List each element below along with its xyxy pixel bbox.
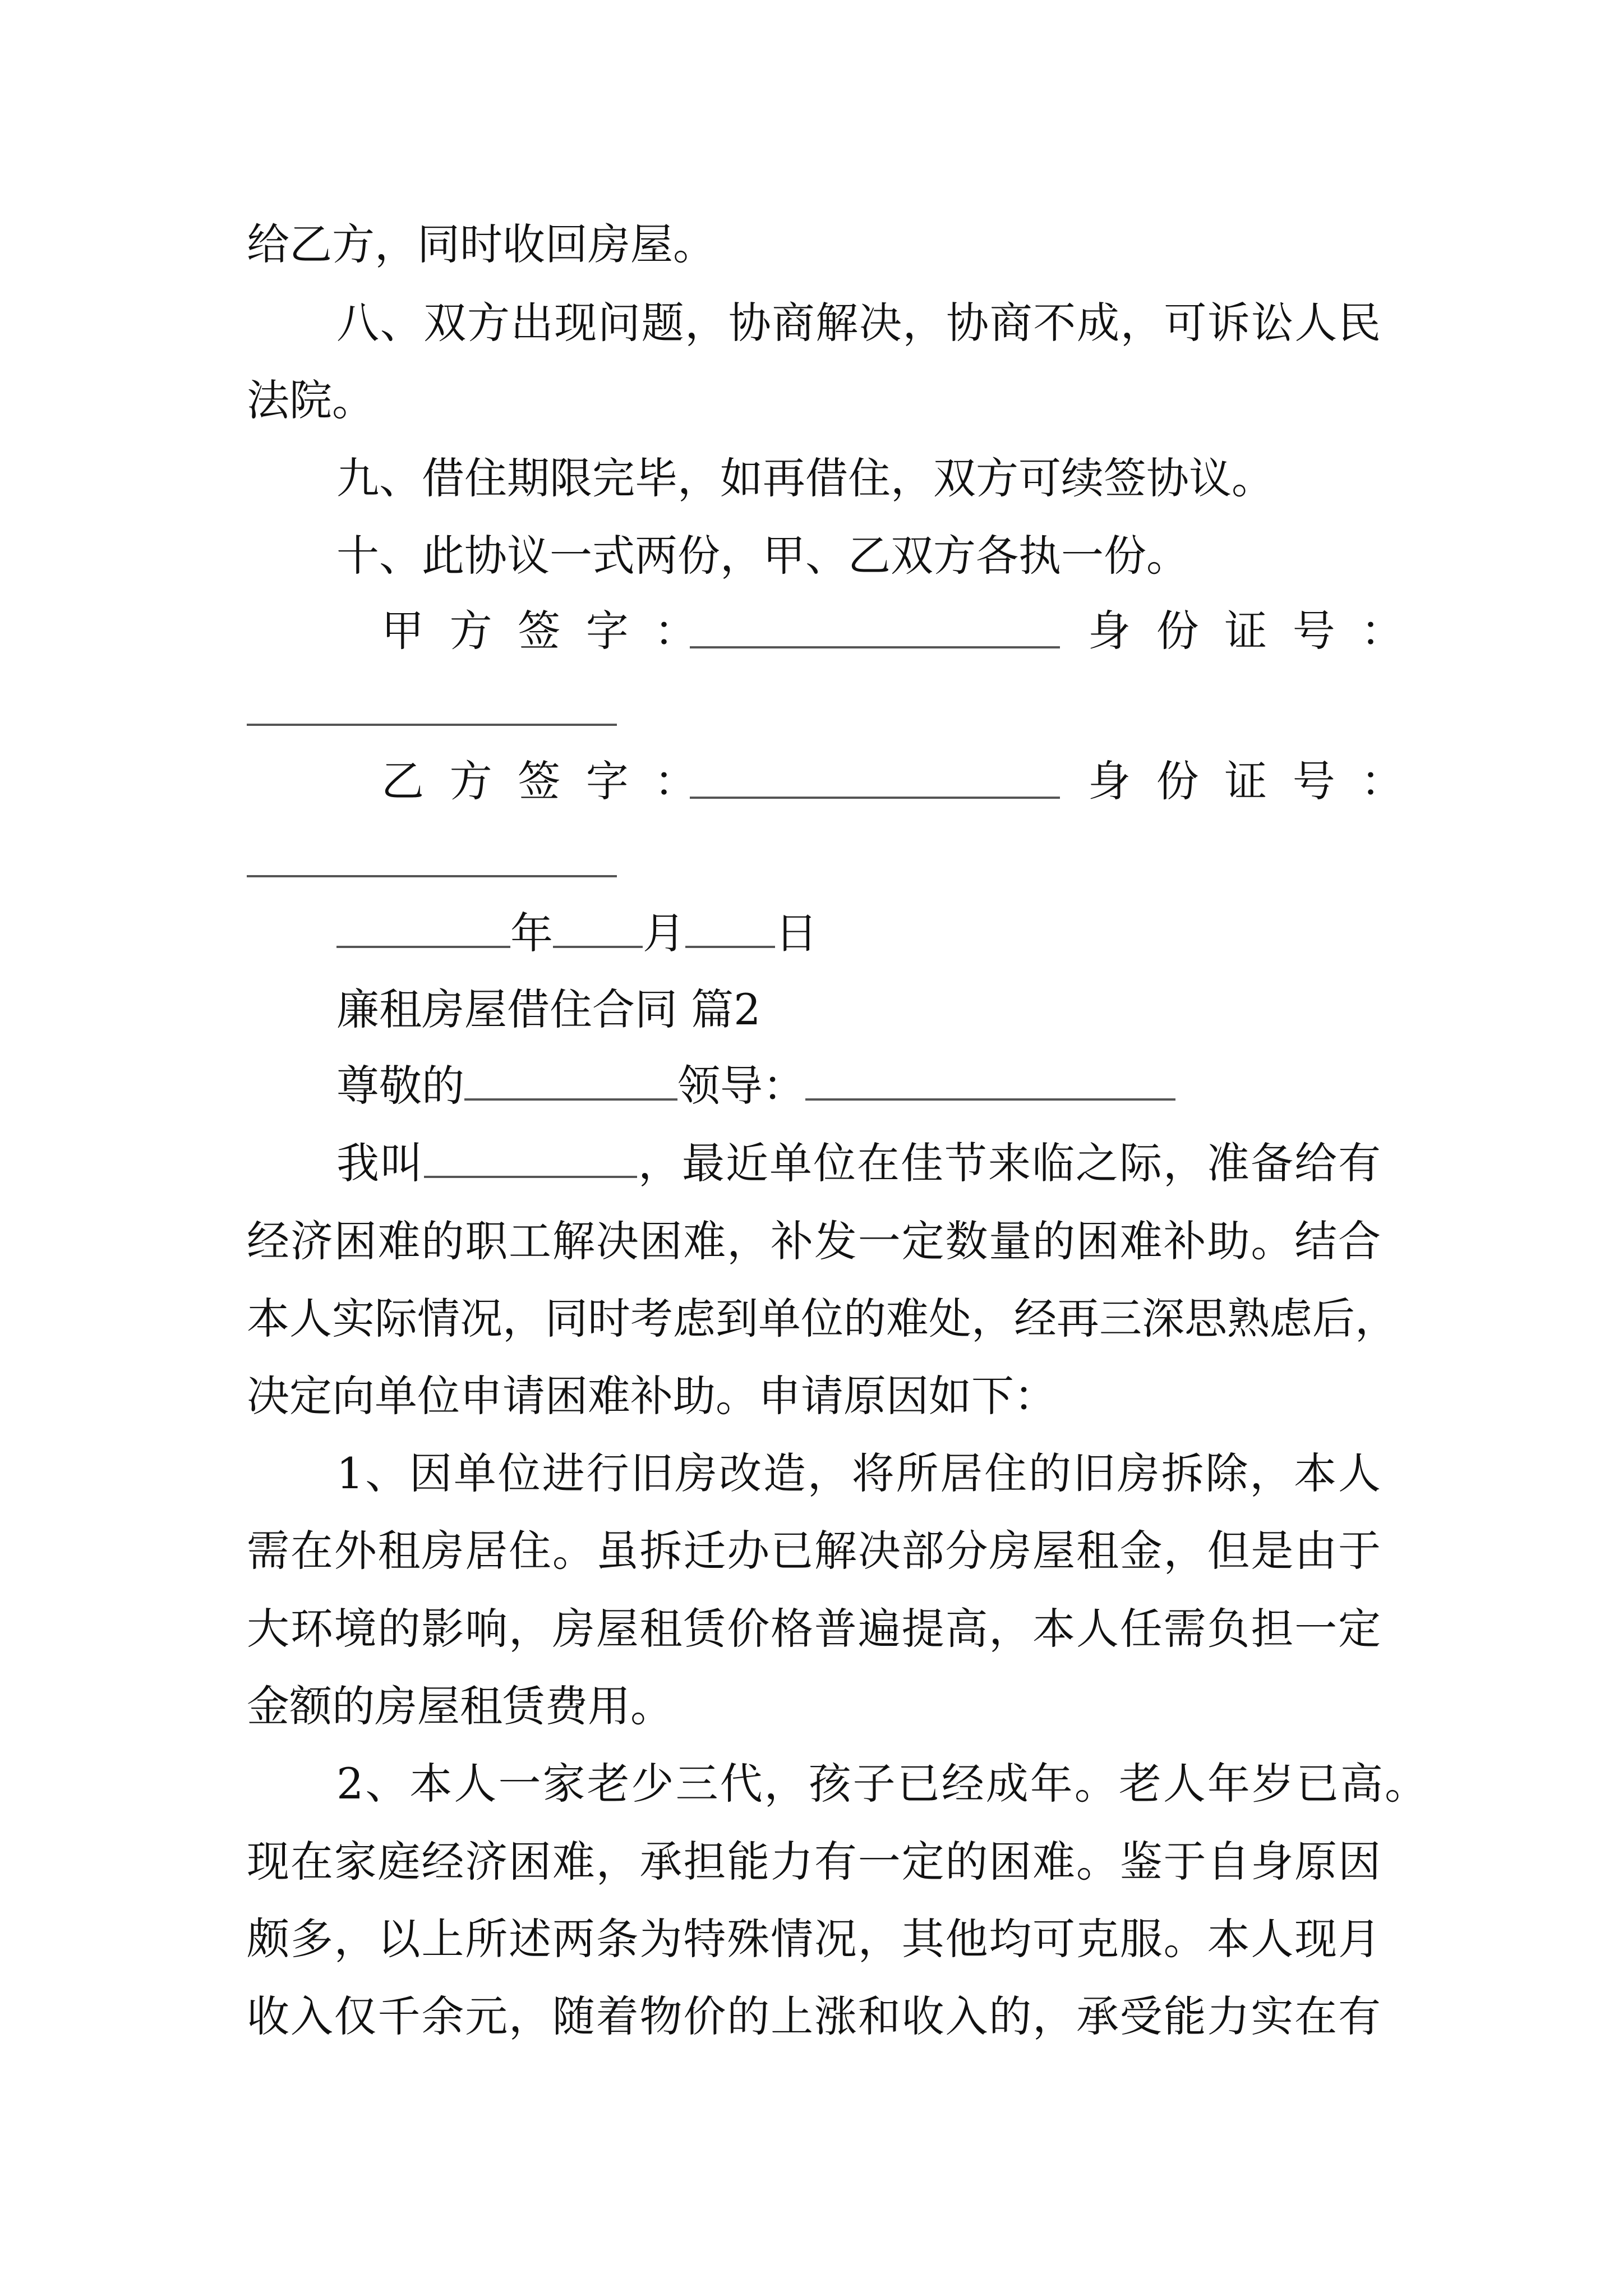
party-b-signature-label: 乙方签字：	[381, 756, 722, 806]
party-a-signature-blank[interactable]	[690, 646, 1060, 648]
paragraph-line: 给乙方，同时收回房屋。	[247, 219, 716, 269]
reason-2-line-1: 2、本人一家老少三代，孩子已经成年。老人年岁已高。	[336, 1759, 1427, 1809]
year-label: 年	[510, 908, 553, 958]
day-blank[interactable]	[685, 946, 775, 948]
year-blank[interactable]	[336, 946, 510, 948]
reason-1-line-3: 大环境的影响，房屋租赁价格普遍提高，本人任需负担一定	[247, 1604, 1381, 1654]
intro-line-1	[336, 1138, 1381, 1188]
intro-line-4: 决定向单位申请困难补助。申请原因如下：	[247, 1371, 1057, 1421]
party-a-id-label: 身份证号：	[1088, 606, 1429, 656]
reason-2-line-3: 颇多，以上所述两条为特殊情况，其他均可克服。本人现月	[247, 1914, 1381, 1964]
reason-1-line-2: 需在外租房居住。虽拆迁办已解决部分房屋租金，但是由于	[247, 1526, 1381, 1576]
greeting-prefix: 尊敬的	[336, 1061, 464, 1111]
greeting-suffix: 领导：	[677, 1061, 805, 1111]
reason-1-line-1: 1、因单位进行旧房改造，将所居住的旧房拆除，本人	[336, 1448, 1381, 1498]
reason-2-line-4: 收入仅千余元，随着物价的上涨和收入的，承受能力实在有	[247, 1991, 1381, 2041]
intro-rest: ，最近单位在佳节来临之际，准备给有	[637, 1138, 1381, 1188]
leader-name-blank[interactable]	[805, 1098, 1175, 1101]
month-blank[interactable]	[553, 946, 643, 948]
clause-9: 九、借住期限完毕，如再借住，双方可续签协议。	[336, 453, 1274, 503]
month-label: 月	[643, 908, 685, 958]
intro-line-3: 本人实际情况，同时考虑到单位的难处，经再三深思熟虑后，	[247, 1294, 1398, 1343]
party-a-signature-label: 甲方签字：	[381, 606, 722, 656]
party-a-id-blank[interactable]	[247, 724, 617, 726]
day-label: 日	[775, 908, 818, 958]
party-b-id-blank[interactable]	[247, 875, 617, 877]
name-blank[interactable]	[424, 1176, 637, 1178]
clause-8-line-2: 法院。	[247, 375, 375, 425]
intro-line-2: 经济困难的职工解决困难，补发一定数量的困难补助。结合	[247, 1216, 1381, 1266]
section-title: 廉租房屋借住合同 篇2	[336, 984, 761, 1034]
clause-10: 十、此协议一式两份，甲、乙双方各执一份。	[336, 531, 1189, 581]
greeting-line	[336, 1061, 1175, 1111]
clause-8-line-1: 八、双方出现问题，协商解决，协商不成，可诉讼人民	[336, 298, 1381, 348]
recipient-blank[interactable]	[464, 1098, 677, 1101]
intro-prefix: 我叫	[336, 1138, 424, 1188]
reason-2-line-2: 现在家庭经济困难，承担能力有一定的困难。鉴于自身原因	[247, 1837, 1381, 1887]
date-line	[336, 908, 818, 958]
party-b-signature-blank[interactable]	[690, 797, 1060, 799]
party-b-id-label: 身份证号：	[1088, 756, 1429, 806]
reason-1-line-4: 金额的房屋租赁费用。	[247, 1681, 673, 1731]
